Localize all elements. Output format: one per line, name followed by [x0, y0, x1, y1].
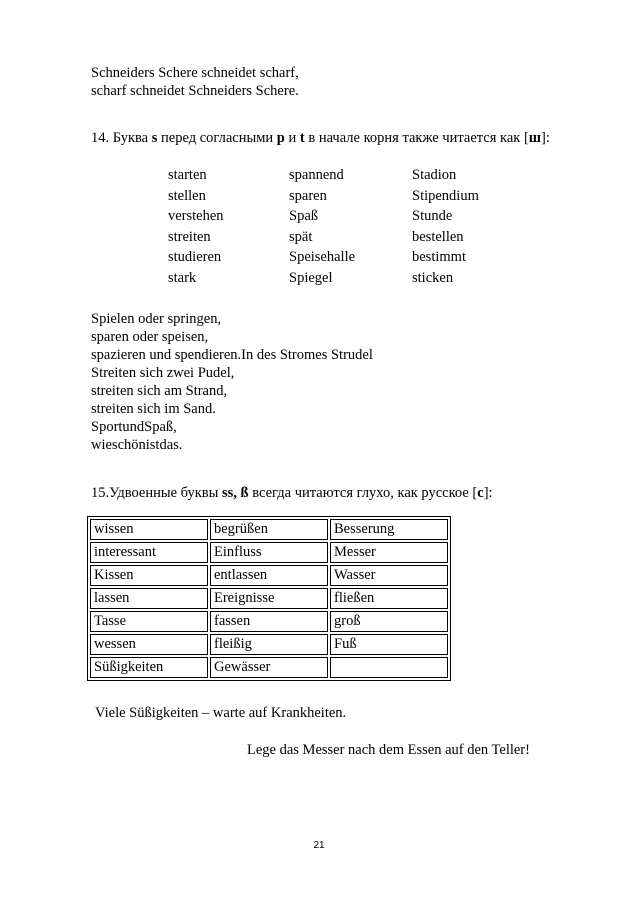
table-cell: interessant [90, 542, 208, 563]
poem2-line: Spielen oder springen, [91, 311, 222, 327]
table-cell: Gewässer [210, 657, 328, 678]
sentence-1: Viele Süßigkeiten – warte auf Krankheiten. [95, 705, 347, 721]
rule14-middle: перед согласными [157, 130, 277, 146]
poem2-line: SportundSpaß, [91, 419, 177, 435]
table-row [90, 588, 448, 609]
rule15-prefix: 15.Удвоенные буквы [91, 485, 223, 501]
table-row [90, 542, 448, 563]
rule14-sound: ш [528, 130, 542, 146]
word: bestimmt [412, 249, 466, 265]
rule14-letter-s: s [151, 130, 158, 146]
table-row [90, 519, 448, 540]
table-cell: lassen [90, 588, 208, 609]
table-cell: Tasse [90, 611, 208, 632]
table-cell: Ereignisse [210, 588, 328, 609]
word: Spaß [289, 208, 318, 224]
word: verstehen [168, 208, 224, 224]
table-cell: Süßigkeiten [90, 657, 208, 678]
word: streiten [168, 229, 211, 245]
rule15-letters: ss, ß [222, 485, 249, 501]
table-cell: Wasser [330, 565, 448, 586]
word: Stadion [412, 167, 457, 183]
table-row [90, 611, 448, 632]
ss-words-table [87, 516, 451, 681]
word: Speisehalle [289, 249, 356, 265]
rule14-letter-p: p [276, 130, 285, 146]
word: bestellen [412, 229, 464, 245]
rule14-heading [91, 131, 550, 146]
word: starten [168, 167, 207, 183]
table-cell: Kissen [90, 565, 208, 586]
sentence-2: Lege das Messer nach dem Essen auf den Teller! [247, 742, 530, 758]
table-cell: fleißig [210, 634, 328, 655]
word: Spiegel [289, 270, 333, 286]
rule14-suffix: в начале корня также читается как [ [304, 130, 529, 146]
table-row [90, 634, 448, 655]
poem1-line-2: scharf schneidet Schneiders Schere. [91, 83, 299, 99]
rule15-sound: с [477, 485, 484, 501]
table-cell: Besserung [330, 519, 448, 540]
table-cell: groß [330, 611, 448, 632]
rule15-close: ]: [483, 485, 493, 501]
word: spannend [289, 167, 344, 183]
word: sticken [412, 270, 454, 286]
table-cell: wissen [90, 519, 208, 540]
poem1-line-1: Schneiders Schere schneidet scharf, [91, 65, 299, 81]
word: stellen [168, 188, 206, 204]
table-cell: Fuß [330, 634, 448, 655]
table-cell: entlassen [210, 565, 328, 586]
rule14-letter-t: t [299, 130, 305, 146]
poem2-line: streiten sich am Strand, [91, 383, 228, 399]
table-cell: Messer [330, 542, 448, 563]
rule14-prefix: 14. Буква [91, 130, 152, 146]
rule15-heading [91, 486, 493, 501]
table-cell: Einfluss [210, 542, 328, 563]
rule14-and: и [284, 130, 300, 146]
poem2-line: spazieren und spendieren.In des Stromes Strudel [91, 347, 373, 363]
word: stark [168, 270, 197, 286]
page-number: 21 [313, 840, 325, 851]
table-cell: begrüßen [210, 519, 328, 540]
table-cell: wessen [90, 634, 208, 655]
table-cell: fließen [330, 588, 448, 609]
word: studieren [168, 249, 222, 265]
word: sparen [289, 188, 327, 204]
table-cell: fassen [210, 611, 328, 632]
poem2-line: wieschönistdas. [91, 437, 183, 453]
table-row [90, 657, 448, 678]
word: Stunde [412, 208, 453, 224]
poem2-line: sparen oder speisen, [91, 329, 209, 345]
word: spät [289, 229, 313, 245]
rule14-close: ]: [541, 130, 550, 146]
table-cell [330, 657, 448, 678]
rule15-suffix: всегда читаются глухо, как русское [ [248, 485, 478, 501]
table-row [90, 565, 448, 586]
word: Stipendium [412, 188, 479, 204]
poem2-line: streiten sich im Sand. [91, 401, 216, 417]
poem2-line: Streiten sich zwei Pudel, [91, 365, 235, 381]
